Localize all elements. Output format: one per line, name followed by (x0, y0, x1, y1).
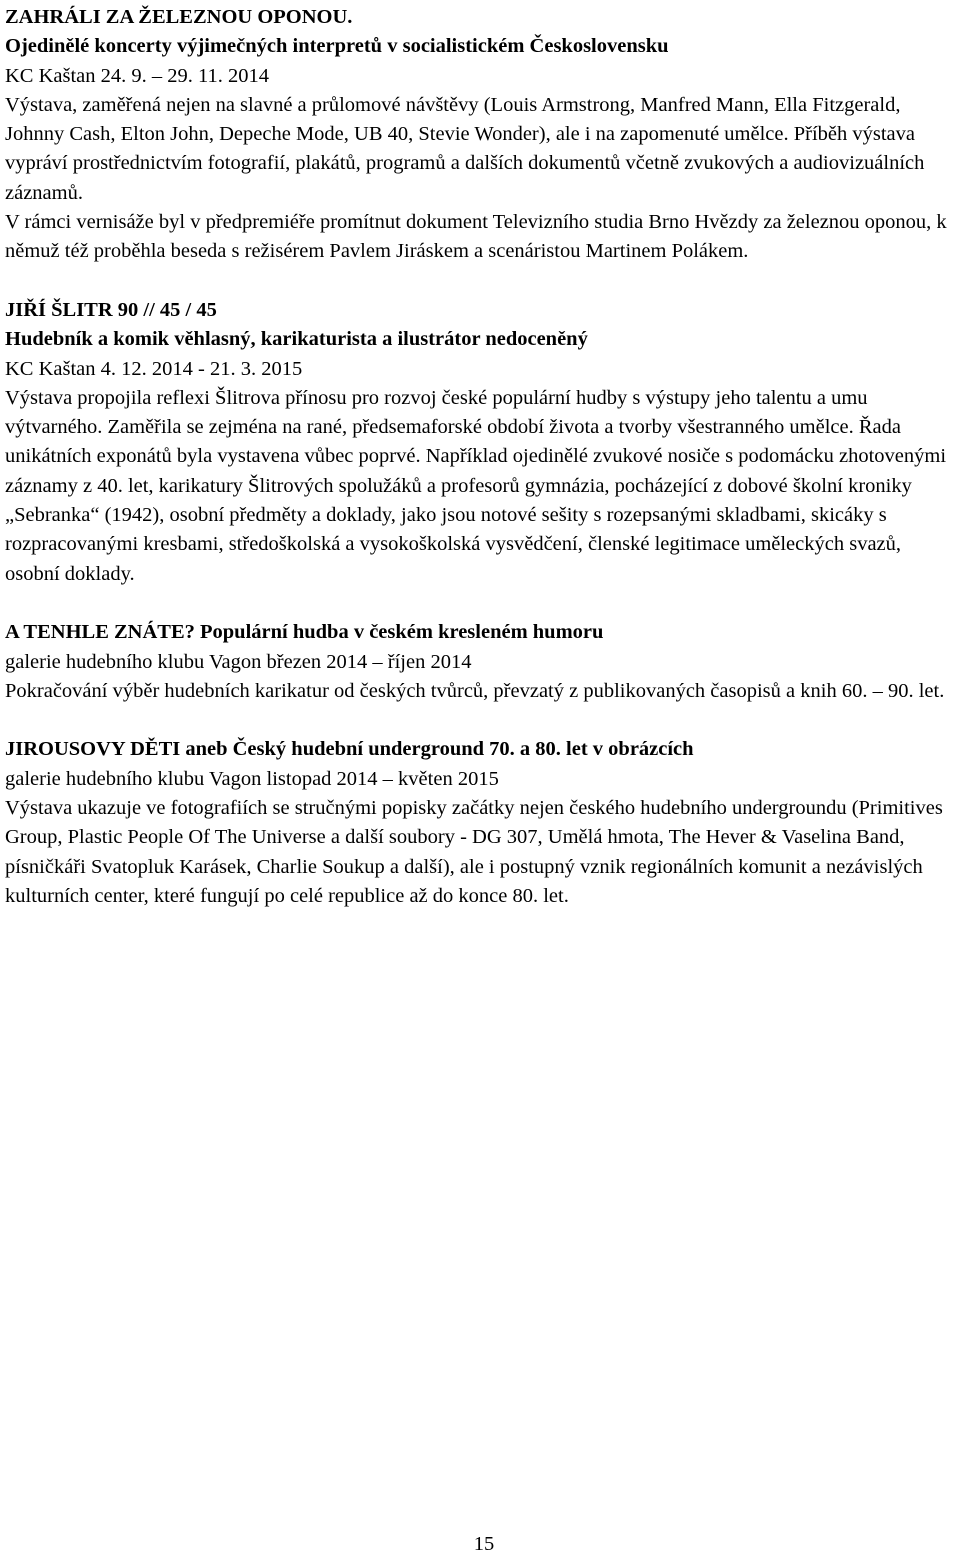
section-title: A TENHLE ZNÁTE? Populární hudba v českém kresleném humoru (5, 621, 604, 644)
section-spacer (5, 267, 957, 296)
section-venue-dates: galerie hudebního klubu Vagon březen 2014 – říjen 2014 (5, 650, 472, 673)
section-zahrali-za-zeleznou-oponou (5, 3, 957, 267)
section-venue-dates: galerie hudebního klubu Vagon listopad 2014 – květen 2015 (5, 767, 499, 790)
section-paragraph: Výstava propojila reflexi Šlitrova přínosu pro rozvoj české populární hudby s výstupy jeho talentu a umu výtvarného. Zaměřila se zejména na rané, předsemaforské období života a tvorby všestranného umělce. Řada unikátních exponátů byla vystavena vůbec poprvé. Například ojedinělé zvukové nosiče s podomácku zhotovenými záznamy z 40. let, karikatury Šlitrových spolužáků a profesorů gymnázia, pocházející z dobové školní kroniky „Sebranka“ (1942), osobní předměty a doklady, jako jsou notové sešity s rozepsanými skladbami, skicáky s rozpracovanými kresbami, středoškolská a vysokoškolská vysvědčení, členské legitimace uměleckých svazů, osobní doklady. (5, 386, 947, 585)
section-paragraph: Pokračování výběr hudebních karikatur od českých tvůrců, převzatý z publikovaných časopisů a knih 60. – 90. let. (5, 679, 945, 702)
section-venue-dates: KC Kaštan 24. 9. – 29. 11. 2014 (5, 64, 270, 87)
section-subtitle: Ojedinělé koncerty výjimečných interpretů v socialistickém Československu (5, 35, 669, 58)
section-title: ZAHRÁLI ZA ŽELEZNOU OPONOU. (5, 6, 353, 28)
section-paragraph: Výstava ukazuje ve fotografiích se stručnými popisky začátky nejen českého hudebního undergroundu (Primitives Group, Plastic People Of The Universe a další soubory - DG 307, Umělá hmota, The Hever & Vaselina Band, písničkáři Svatopluk Karásek, Charlie Soukup a další), ale i postupný vznik regionálních komunit a nezávislých kulturních center, které fungují po celé republice až do konce 80. let. (5, 797, 943, 907)
section-venue-dates: KC Kaštan 4. 12. 2014 - 21. 3. 2015 (5, 357, 303, 380)
section-spacer (5, 706, 957, 735)
section-subtitle: Hudebník a komik věhlasný, karikaturista a ilustrátor nedoceněný (5, 328, 588, 351)
section-title: JIŘÍ ŠLITR 90 // 45 / 45 (5, 298, 217, 321)
section-paragraph: Výstava, zaměřená nejen na slavné a průlomové návštěvy (Louis Armstrong, Manfred Mann, Ella Fitzgerald, Johnny Cash, Elton John, Depeche Mode, UB 40, Stevie Wonder), ale i na zapomenuté umělce. Příběh výstava vypráví prostřednictvím fotografií, plakátů, programů a dalších dokumentů včetně zvukových a audiovizuálních záznamů. (5, 93, 925, 204)
document-page (5, 3, 957, 911)
page-number: 15 (473, 1533, 495, 1555)
section-paragraph: V rámci vernisáže byl v předpremiéře promítnut dokument Televizního studia Brno Hvězdy za železnou oponou, k němuž též proběhla beseda s režisérem Pavlem Jiráskem a scenáristou Martinem Polákem. (5, 211, 947, 263)
section-a-tenhle-znate (5, 618, 957, 706)
section-jiri-slitr (5, 296, 957, 589)
section-spacer (5, 589, 957, 618)
section-title: JIROUSOVY DĚTI aneb Český hudební underground 70. a 80. let v obrázcích (5, 738, 694, 761)
section-jirousovy-deti (5, 735, 957, 911)
